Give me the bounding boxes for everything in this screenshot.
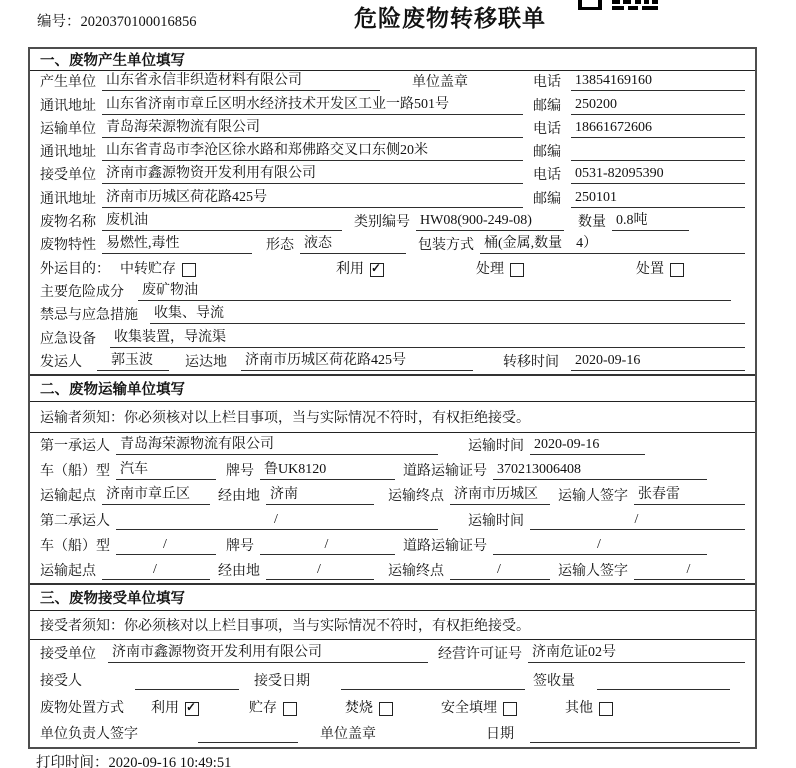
print-time — [36, 751, 231, 768]
transporter-label: 运输单位 — [40, 121, 96, 137]
category-label: 类别编号 — [354, 215, 410, 231]
receiver-address-value: 济南市历城区荷花路425号 — [102, 186, 523, 208]
taboo-label: 禁忌与应急措施 — [40, 308, 138, 324]
disposal-option-incinerate: 焚烧 — [345, 700, 373, 716]
hazard-label: 主要危险成分 — [40, 284, 124, 300]
producer-address-label: 通讯地址 — [40, 98, 96, 114]
producer-row — [30, 71, 755, 94]
plate1-value: 鲁UK8120 — [260, 458, 395, 480]
waste-name-value: 废机油 — [102, 209, 342, 231]
transport-time2-label: 运输时间 — [468, 513, 524, 529]
carrier1-row — [30, 433, 755, 458]
via2-label: 经由地 — [218, 563, 260, 579]
taboo-row — [30, 304, 755, 327]
transporter-row — [30, 118, 755, 141]
receiver-value: 济南市鑫源物资开发利用有限公司 — [102, 162, 523, 184]
shipper-label: 发运人 — [40, 354, 82, 370]
purpose-row — [30, 257, 755, 280]
producer-phone-label: 电话 — [533, 75, 561, 91]
transporter-phone-label: 电话 — [533, 121, 561, 137]
permit-label: 经营许可证号 — [438, 647, 522, 663]
equipment-value: 收集装置，导流渠 — [110, 326, 745, 348]
end2-value: / — [450, 562, 550, 580]
vehicle2-label: 车（船）型 — [40, 538, 110, 554]
shipper-row — [30, 351, 755, 374]
disposal-label: 废物处置方式 — [40, 700, 124, 716]
carrier1-value: 青岛海荣源物流有限公司 — [116, 433, 438, 455]
receiver-address-label: 通讯地址 — [40, 191, 96, 207]
doc-number-value: 2020370100016856 — [80, 14, 197, 30]
transporter-phone-value: 18661672606 — [571, 120, 745, 138]
transport-time1-value: 2020-09-16 — [530, 437, 645, 455]
purpose-option-dispose: 处置 — [636, 261, 664, 277]
accept-unit-value: 济南市鑫源物资开发利用有限公司 — [108, 641, 428, 663]
vehicle2-row — [30, 533, 755, 558]
receiver-notice: 接受者须知：你必须核对以上栏目事项，当与实际情况不符时，有权拒绝接受。 — [30, 611, 755, 640]
taboo-value: 收集、导流 — [150, 302, 745, 324]
sign2-value: / — [634, 562, 745, 580]
end1-value: 济南市历城区 — [450, 483, 550, 505]
transfer-time-value: 2020-09-16 — [571, 353, 745, 371]
date-label: 日期 — [486, 727, 514, 743]
vehicle1-value: 汽车 — [116, 458, 216, 480]
transporter-address-value: 山东省青岛市李沧区徐水路和郑佛路交叉口东侧20米 — [102, 139, 523, 161]
vehicle2-value: / — [116, 537, 216, 555]
disposal-storage-checkbox — [283, 702, 297, 716]
acceptor-value — [135, 674, 239, 690]
waste-character-label: 废物特性 — [40, 238, 96, 254]
via1-value: 济南 — [266, 483, 374, 505]
purpose-option-transfer-storage: 中转贮存 — [120, 261, 176, 277]
plate2-label: 牌号 — [226, 538, 254, 554]
disposal-row — [30, 693, 755, 720]
doc-number — [37, 10, 197, 31]
received-qty-value — [597, 674, 730, 690]
license2-value: / — [493, 537, 707, 555]
waste-character-value: 易燃性,毒性 — [102, 232, 252, 254]
purpose-label: 外运目的： — [40, 261, 110, 277]
head-sign-row — [30, 720, 755, 747]
hazard-row — [30, 281, 755, 304]
producer-address-row — [30, 94, 755, 117]
utilize-checkbox — [370, 263, 384, 277]
waste-name-row — [30, 211, 755, 234]
disposal-incinerate-checkbox — [379, 702, 393, 716]
end2-label: 运输终点 — [388, 563, 444, 579]
section1-header: 一、废物产生单位填写 — [30, 49, 755, 71]
section2-header: 二、废物运输单位填写 — [30, 374, 755, 402]
received-qty-label: 签收量 — [533, 674, 575, 690]
transporter-address-label: 通讯地址 — [40, 145, 96, 161]
disposal-option-utilize: 利用 — [151, 700, 179, 716]
origin1-value: 济南市章丘区 — [102, 483, 210, 505]
license1-label: 道路运输证号 — [403, 463, 487, 479]
transport-time2-value: / — [530, 512, 745, 530]
receiver-zip-value: 250101 — [571, 190, 745, 208]
plate2-value: / — [260, 537, 395, 555]
waste-name-label: 废物名称 — [40, 215, 96, 231]
form-label: 形态 — [266, 238, 294, 254]
page-title: 危险废物转移联单 — [354, 6, 546, 31]
carrier2-label: 第二承运人 — [40, 513, 110, 529]
date-value — [530, 727, 740, 743]
end1-label: 运输终点 — [388, 488, 444, 504]
acceptor-label: 接受人 — [40, 674, 82, 690]
receiver-label: 接受单位 — [40, 168, 96, 184]
shipper-value: 郭玉波 — [97, 349, 169, 371]
treat-checkbox — [510, 263, 524, 277]
transporter-zip-label: 邮编 — [533, 145, 561, 161]
disposal-option-other: 其他 — [565, 700, 593, 716]
origin2-label: 运输起点 — [40, 563, 96, 579]
vehicle1-row — [30, 458, 755, 483]
purpose-option-utilize: 利用 — [336, 261, 364, 277]
sign1-value: 张春雷 — [634, 483, 745, 505]
receiver-row — [30, 164, 755, 187]
hazard-value: 废矿物油 — [138, 279, 731, 301]
waste-character-row — [30, 234, 755, 257]
transfer-storage-checkbox — [182, 263, 196, 277]
destination-value: 济南市历城区荷花路425号 — [241, 349, 473, 371]
print-time-value: 2020-09-16 10:49:51 — [108, 755, 232, 768]
via2-value: / — [266, 562, 374, 580]
equipment-label: 应急设备 — [40, 331, 96, 347]
carrier2-value: / — [116, 512, 438, 530]
producer-seal-label: 单位盖章 — [412, 75, 468, 91]
quantity-label: 数量 — [578, 215, 606, 231]
permit-value: 济南危证02号 — [528, 641, 745, 663]
disposal-other-checkbox — [599, 702, 613, 716]
route2-row — [30, 558, 755, 583]
via1-label: 经由地 — [218, 488, 260, 504]
doc-number-label: 编号： — [37, 14, 81, 30]
accept-date-value — [341, 674, 525, 690]
carrier1-label: 第一承运人 — [40, 438, 110, 454]
accept-unit-row — [30, 640, 755, 667]
purpose-option-treat: 处理 — [476, 261, 504, 277]
producer-zip-value: 250200 — [571, 97, 745, 115]
producer-label: 产生单位 — [40, 75, 96, 91]
accept-unit-label: 接受单位 — [40, 647, 96, 663]
license1-value: 370213006408 — [493, 462, 707, 480]
category-value: HW08(900-249-08) — [416, 213, 564, 231]
transporter-address-row — [30, 141, 755, 164]
receiver-phone-label: 电话 — [533, 168, 561, 184]
equipment-row — [30, 327, 755, 350]
transporter-notice: 运输者须知：你必须核对以上栏目事项，当与实际情况不符时，有权拒绝接受。 — [30, 402, 755, 433]
receiver-phone-value: 0531-82095390 — [571, 166, 745, 184]
acceptor-row — [30, 666, 755, 693]
head-sign-value — [198, 727, 298, 743]
form-value: 液态 — [300, 232, 406, 254]
transporter-value: 青岛海荣源物流有限公司 — [102, 116, 523, 138]
producer-value: 山东省永信非织造材料有限公司 — [102, 69, 380, 91]
producer-phone-value: 13854169160 — [571, 73, 745, 91]
receiver-address-row — [30, 187, 755, 210]
section3-header: 三、废物接受单位填写 — [30, 583, 755, 611]
unit-seal-label: 单位盖章 — [320, 727, 376, 743]
head-sign-label: 单位负责人签字 — [40, 727, 138, 743]
route1-row — [30, 483, 755, 508]
receiver-zip-label: 邮编 — [533, 191, 561, 207]
transfer-time-label: 转移时间 — [503, 354, 559, 370]
destination-label: 运达地 — [185, 354, 227, 370]
disposal-option-storage: 贮存 — [249, 700, 277, 716]
print-time-label: 打印时间： — [36, 755, 109, 768]
origin1-label: 运输起点 — [40, 488, 96, 504]
disposal-option-landfill: 安全填埋 — [441, 700, 497, 716]
disposal-landfill-checkbox — [503, 702, 517, 716]
plate1-label: 牌号 — [226, 463, 254, 479]
manifest-form — [28, 47, 757, 749]
producer-address-value: 山东省济南市章丘区明水经济技术开发区工业一路501号 — [102, 93, 523, 115]
accept-date-label: 接受日期 — [254, 674, 310, 690]
vehicle1-label: 车（船）型 — [40, 463, 110, 479]
qr-code-partial-icon — [578, 0, 658, 10]
packing-value: 桶(金属,数量 4） — [480, 232, 745, 254]
license2-label: 道路运输证号 — [403, 538, 487, 554]
sign1-label: 运输人签字 — [558, 488, 628, 504]
carrier2-row — [30, 508, 755, 533]
disposal-utilize-checkbox — [185, 702, 199, 716]
quantity-value: 0.8吨 — [612, 209, 689, 231]
packing-label: 包装方式 — [418, 238, 474, 254]
transporter-zip-value — [571, 145, 745, 161]
origin2-value: / — [102, 562, 210, 580]
transport-time1-label: 运输时间 — [468, 438, 524, 454]
producer-zip-label: 邮编 — [533, 98, 561, 114]
sign2-label: 运输人签字 — [558, 563, 628, 579]
dispose-checkbox — [670, 263, 684, 277]
